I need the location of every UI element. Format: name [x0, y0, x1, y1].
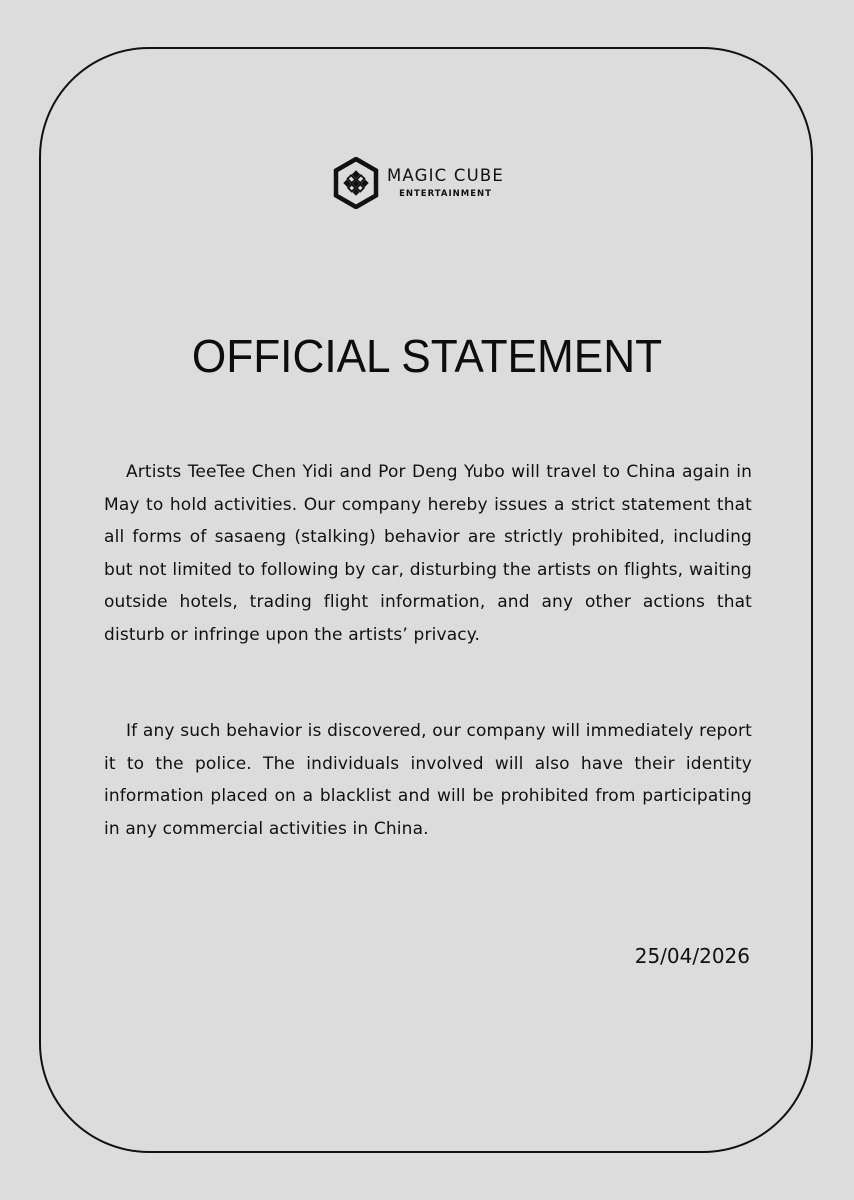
statement-date: 25/04/2026 [634, 944, 750, 968]
statement-title: OFFICIAL STATEMENT [191, 330, 663, 382]
logo-wordmark [387, 168, 504, 198]
company-logo [333, 157, 504, 209]
logo-company-name: MAGIC CUBE [387, 166, 504, 185]
logo-company-subtitle: ENTERTAINMENT [399, 188, 492, 199]
magic-cube-hexagon-logo-icon [333, 157, 379, 209]
statement-paragraph-2: If any such behavior is discovered, our company will immediately report it to the police. The individuals involved will also have their identity information placed on a blacklist and will be prohibited from participating in any commercial activities in China. [104, 721, 752, 839]
statement-paragraph-1: Artists TeeTee Chen Yidi and Por Deng Yubo will travel to China again in May to hold activities. Our company hereby issues a strict statement that all forms of sasaeng (stalking) behavior are strictly prohibited, including but not limited to following by car, disturbing the artists on flights, waiting outside hotels, trading flight information, and any other actions that disturb or infringe upon the artists’ privacy. [104, 462, 752, 645]
